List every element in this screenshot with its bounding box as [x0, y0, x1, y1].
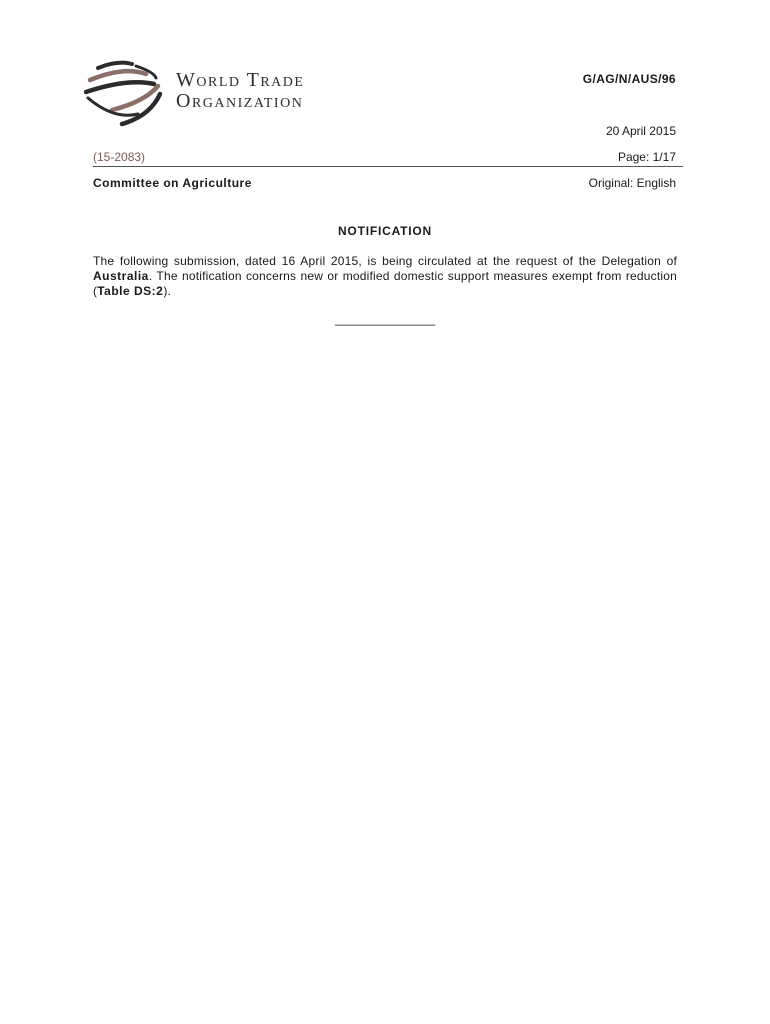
wto-globe-icon [84, 58, 170, 130]
page-number: Page: 1/17 [617, 150, 676, 164]
notification-heading: NOTIFICATION [337, 224, 433, 238]
wto-logo [84, 58, 344, 130]
paragraph-text-3: ). [163, 284, 172, 298]
paragraph-bold-country: Australia [93, 269, 149, 283]
organization-name-line1: World Trade [176, 69, 305, 91]
organization-name-line2: Organization [176, 90, 304, 112]
committee-name: Committee on Agriculture [93, 176, 252, 190]
document-date: 20 April 2015 [605, 124, 676, 138]
header-divider [93, 166, 683, 167]
paragraph-bold-table: Table DS:2 [97, 284, 164, 298]
paragraph-text-2: . The notification concerns new or modified domestic support measures exempt from reduction ( [93, 269, 677, 298]
end-separator: _______________ [334, 312, 436, 326]
document-symbol: G/AG/N/AUS/96 [582, 72, 676, 86]
paragraph-text-1: The following submission, dated 16 April 2015, is being circulated at the request of the Delegation of [93, 254, 677, 268]
document-reference: (15-2083) [93, 150, 146, 164]
organization-name [176, 70, 304, 112]
original-language: Original: English [588, 176, 676, 190]
notification-paragraph [93, 254, 677, 299]
